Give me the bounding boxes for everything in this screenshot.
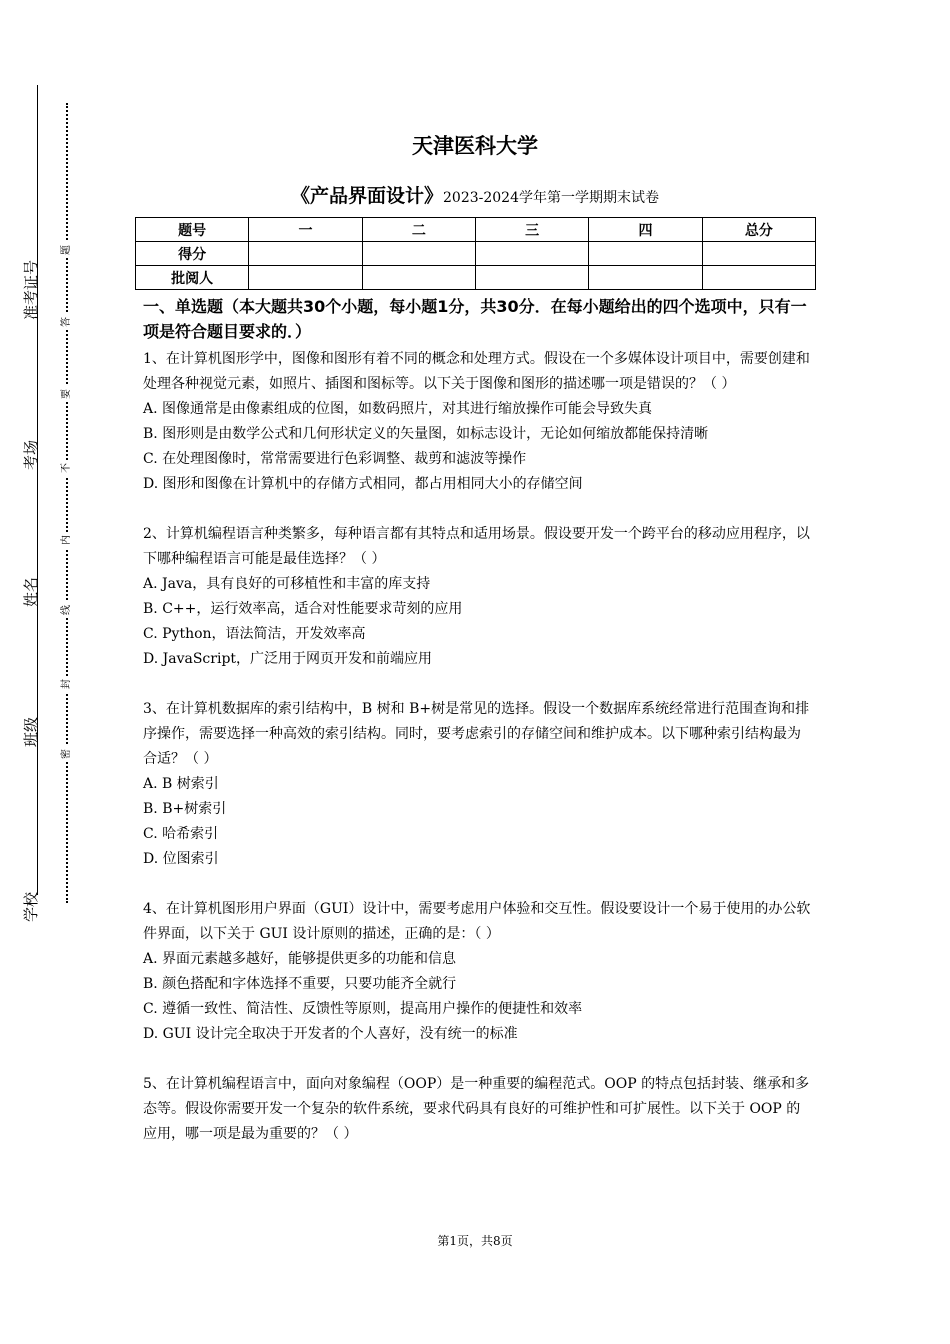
score-table-header-cell: 题号 bbox=[136, 218, 249, 242]
question-option: B. 图形则是由数学公式和几何形状定义的矢量图，如标志设计，无论如何缩放都能保持清晰 bbox=[143, 426, 709, 442]
seal-char: 线 bbox=[61, 602, 73, 618]
seal-char: 内 bbox=[61, 532, 73, 548]
exam-subtitle bbox=[0, 181, 950, 208]
score-table bbox=[135, 217, 816, 290]
question-stem: 2、计算机编程语言种类繁多，每种语言都有其特点和适用场景。假设要开发一个跨平台的移动应用程序，以下哪种编程语言可能是最佳选择？（ ） bbox=[143, 526, 810, 567]
question-option: A. 界面元素越多越好，能够提供更多的功能和信息 bbox=[143, 951, 457, 967]
score-table-header-cell: 一 bbox=[249, 218, 362, 242]
reviewer-cell bbox=[589, 266, 702, 290]
question-option: B. B+树索引 bbox=[143, 801, 227, 817]
exam-term: 2023-2024学年第一学期期末试卷 bbox=[443, 190, 659, 206]
seal-dotted-line bbox=[66, 103, 68, 903]
score-cell bbox=[702, 242, 815, 266]
field-school-label: 学校 bbox=[22, 892, 40, 923]
reviewer-row bbox=[136, 266, 816, 290]
score-table-header-row bbox=[136, 218, 816, 242]
page-footer: 第1页，共8页 bbox=[437, 1234, 513, 1248]
question-option: A. 图像通常是由像素组成的位图，如数码照片，对其进行缩放操作可能会导致失真 bbox=[143, 401, 653, 417]
reviewer-row-label: 批阅人 bbox=[136, 266, 249, 290]
question-option: C. Python，语法简洁，开发效率高 bbox=[143, 626, 366, 642]
question-option: A. Java，具有良好的可移植性和丰富的库支持 bbox=[143, 576, 431, 592]
score-cell bbox=[475, 242, 588, 266]
question-stem: 5、在计算机编程语言中，面向对象编程（OOP）是一种重要的编程范式。OOP 的特点包括封装、继承和多态等。假设你需要开发一个复杂的软件系统，要求代码具有良好的可维护性和可扩展性。以下关于 OOP 的应用，哪一项是最为重要的？（ ） bbox=[143, 1076, 810, 1142]
score-row-label: 得分 bbox=[136, 242, 249, 266]
exam-content bbox=[143, 294, 813, 1147]
score-table-header-cell: 二 bbox=[362, 218, 475, 242]
university-title: 天津医科大学 bbox=[412, 134, 538, 158]
seal-char: 不 bbox=[61, 460, 73, 476]
seal-char: 题 bbox=[61, 242, 73, 258]
field-name-label: 姓名 bbox=[22, 577, 40, 608]
score-row bbox=[136, 242, 816, 266]
seal-char: 要 bbox=[61, 386, 73, 402]
score-cell bbox=[362, 242, 475, 266]
score-cell bbox=[589, 242, 702, 266]
question-option: A. B 树索引 bbox=[143, 776, 219, 792]
question-option: B. C++，运行效率高，适合对性能要求苛刻的应用 bbox=[143, 601, 463, 617]
question-option: B. 颜色搭配和字体选择不重要，只要功能齐全就行 bbox=[143, 976, 457, 992]
reviewer-cell bbox=[702, 266, 815, 290]
section-heading: 一、单选题（本大题共30个小题，每小题1分，共30分．在每小题给出的四个选项中，只有一项是符合题目要求的．） bbox=[143, 297, 807, 341]
question-option: D. 位图索引 bbox=[143, 851, 219, 867]
score-table-header-cell: 四 bbox=[589, 218, 702, 242]
field-exam-id-label: 准考证号 bbox=[22, 260, 40, 321]
reviewer-cell bbox=[362, 266, 475, 290]
seal-char: 答 bbox=[61, 314, 73, 330]
course-name: 《产品界面设计》 bbox=[290, 185, 443, 207]
score-table-header-cell: 三 bbox=[475, 218, 588, 242]
question-stem: 3、在计算机数据库的索引结构中，B 树和 B+树是常见的选择。假设一个数据库系统经常进行范围查询和排序操作，需要选择一种高效的索引结构。同时，要考虑索引的存储空间和维护成本。以下哪种索引结构最为合适？（ ） bbox=[143, 701, 810, 767]
field-exam-room-label: 考场 bbox=[22, 440, 40, 471]
question-stem: 4、在计算机图形用户界面（GUI）设计中，需要考虑用户体验和交互性。假设要设计一个易于使用的办公软件界面，以下关于 GUI 设计原则的描述，正确的是：（ ） bbox=[143, 901, 811, 942]
question-option: D. GUI 设计完全取决于开发者的个人喜好，没有统一的标准 bbox=[143, 1026, 518, 1042]
seal-char: 密 bbox=[61, 746, 73, 762]
reviewer-cell bbox=[475, 266, 588, 290]
reviewer-cell bbox=[249, 266, 362, 290]
question-option: C. 哈希索引 bbox=[143, 826, 219, 842]
question-option: C. 遵循一致性、简洁性、反馈性等原则，提高用户操作的便捷性和效率 bbox=[143, 1001, 583, 1017]
question-option: C. 在处理图像时，常常需要进行色彩调整、裁剪和滤波等操作 bbox=[143, 451, 527, 467]
question-stem: 1、在计算机图形学中，图像和图形有着不同的概念和处理方式。假设在一个多媒体设计项目中，需要创建和处理各种视觉元素，如照片、插图和图标等。以下关于图像和图形的描述哪一项是错误的？（ ） bbox=[143, 351, 810, 392]
score-table-header-cell: 总分 bbox=[702, 218, 815, 242]
question-option: D. 图形和图像在计算机中的存储方式相同，都占用相同大小的存储空间 bbox=[143, 476, 583, 492]
question-option: D. JavaScript，广泛用于网页开发和前端应用 bbox=[143, 651, 433, 667]
field-class-label: 班级 bbox=[22, 717, 40, 748]
score-cell bbox=[249, 242, 362, 266]
seal-char: 封 bbox=[61, 676, 73, 692]
